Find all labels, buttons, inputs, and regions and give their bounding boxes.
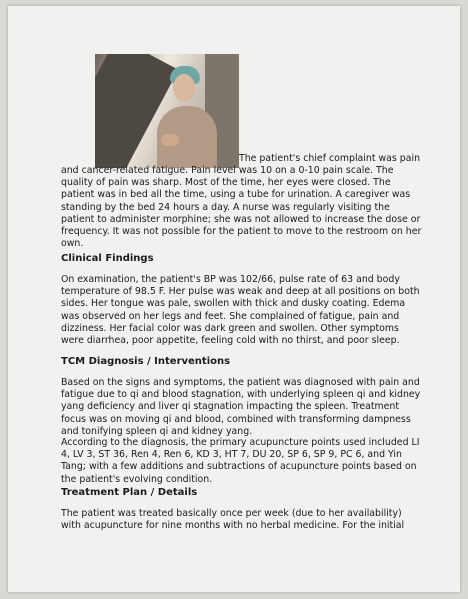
tcm-text-2: According to the diagnosis, the primary acupuncture points used included LI 4, LV 3, ST 36, Ren 4, Ren 6, KD 3, HT 7, DU 20, SP 6, SP 9, PC 6, and Yin Tang; with a few additions and subtractions of acupuncture points based on the patient's evolving condition. [61, 437, 420, 485]
patient-photo [95, 54, 239, 168]
clinical-findings-text: On examination, the patient's BP was 102/66, pulse rate of 63 and body temperature of 98.5 F. Her pulse was weak and deep at all positions on both sides. Her tongue was pale, swollen with thick and dusky coating. Edema was observed on her legs and feet. She complained of fatigue, pain and dizziness. Her facial color was dark green and swollen. Other symptoms were diarrhea, poor appetite, feeling cold with no thirst, and poor sleep. [61, 274, 420, 347]
treatment-plan-heading: Treatment Plan / Details [61, 487, 198, 498]
bleed-through-text [244, 52, 454, 108]
intro-paragraph: and cancer-related fatigue. Pain level was 10 on a 0-10 pain scale. The quality of pain was sharp. Most of the time, her eyes were closed. The patient was in bed all the time, using a tube for urination. A caregiver was standing by the bed 24 hours a day. A nurse was regularly visiting the patient to administer morphine; she was not allowed to increase the dose or frequency. It was not possible for the patient to move to the restroom on her own. [61, 165, 422, 250]
intro-first-line: The patient's chief complaint was pain [239, 153, 421, 164]
treatment-plan-text: The patient was treated basically once per week (due to her availability) with acupuncture for nine months with no herbal medicine. For the initial [61, 508, 405, 532]
tcm-text-1: Based on the signs and symptoms, the patient was diagnosed with pain and fatigue due to qi and blood stagnation, with underlying spleen qi and kidney yang deficiency and liver qi stagnation impacting the spleen. Treatment focus was on moving qi and blood, combined with transforming dampness and tonifying spleen qi and kidney yang. [61, 377, 421, 437]
tcm-heading: TCM Diagnosis / Interventions [61, 356, 231, 367]
clinical-findings-heading: Clinical Findings [61, 253, 154, 264]
document-page [8, 6, 460, 592]
